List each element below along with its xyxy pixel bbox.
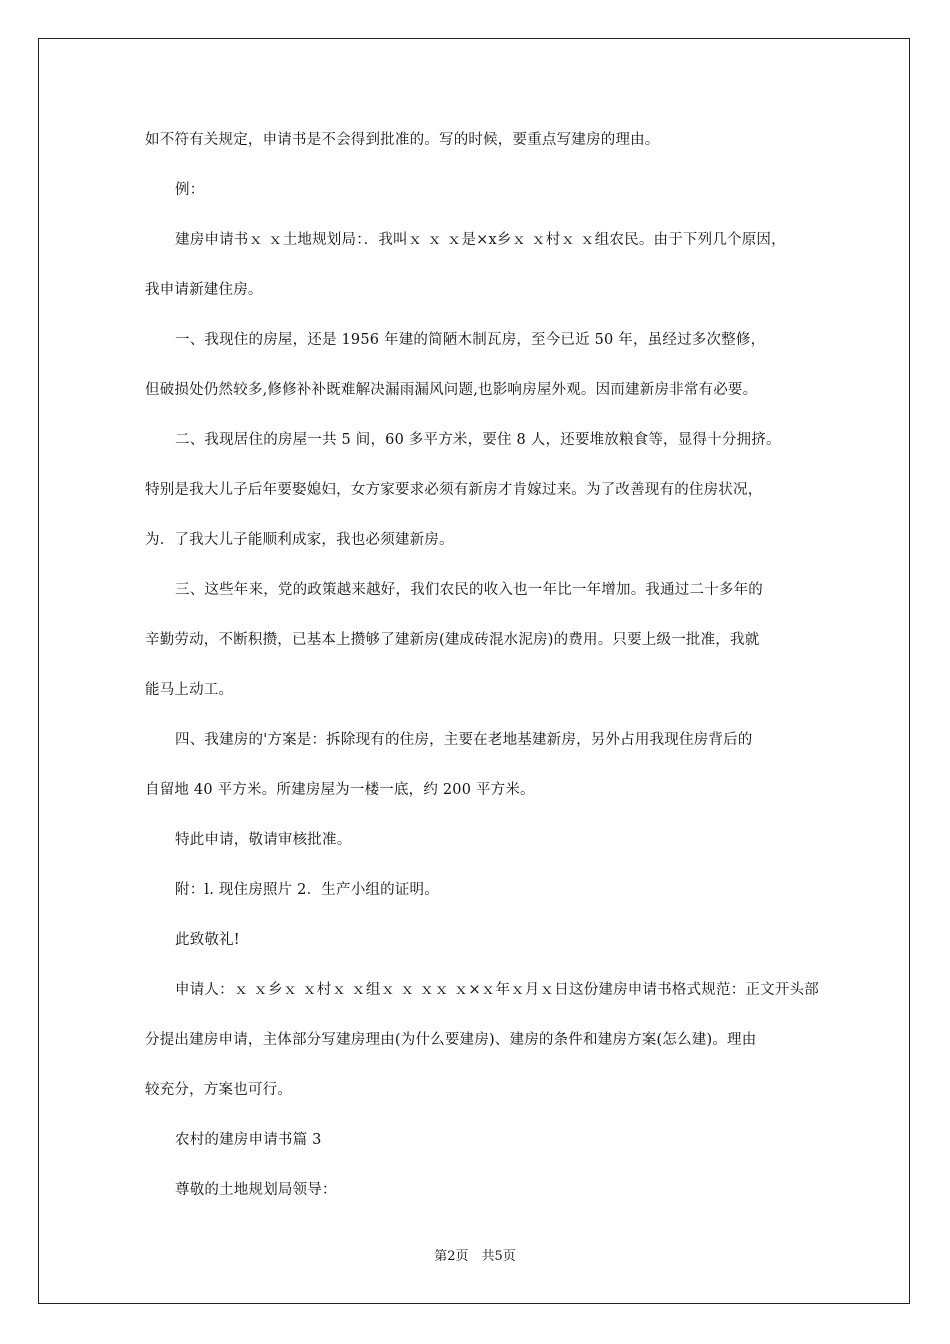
- body-line: 但破损处仍然较多,修修补补既难解决漏雨漏风问题,也影响房屋外观。因而建新房非常有必要。: [145, 382, 758, 398]
- body-line: 辛勤劳动，不断积攒，已基本上攒够了建新房(建成砖混水泥房)的费用。只要上级一批准，我就: [145, 632, 760, 648]
- body-line: 较充分，方案也可行。: [145, 1082, 292, 1098]
- body-line: 能马上动工。: [145, 682, 234, 698]
- body-line: 例：: [175, 182, 205, 198]
- page-frame: [38, 38, 910, 1304]
- body-line: 分提出建房申请，主体部分写建房理由(为什么要建房)、建房的条件和建房方案(怎么建)。理由: [145, 1032, 757, 1048]
- body-line: 附：l. 现住房照片 2．生产小组的证明。: [175, 882, 439, 898]
- body-line: 特此申请，敬请审核批准。: [175, 832, 352, 848]
- body-line: 此致敬礼!: [175, 932, 240, 948]
- body-line: 特别是我大儿子后年要娶媳妇，女方家要求必须有新房才肯嫁过来。为了改善现有的住房状况，: [145, 482, 763, 498]
- body-line: 三、这些年来，党的政策越来越好，我们农民的收入也一年比一年增加。我通过二十多年的: [175, 582, 763, 598]
- body-line: 建房申请书ｘ ｘ土地规划局：．我叫ｘ ｘ ｘ是×x乡ｘ ｘ村ｘ ｘ组农民。由于下列几个原因，: [175, 232, 786, 248]
- body-line: 自留地 40 平方米。所建房屋为一楼一底，约 200 平方米。: [145, 782, 535, 798]
- page-number-footer: 第2页 共5页: [434, 1249, 516, 1264]
- body-line: 我申请新建住房。: [145, 282, 263, 298]
- body-line: 申请人：ｘ ｘ乡ｘ ｘ村ｘ ｘ组ｘ ｘ ｘｘ ｘ×ｘ年ｘ月ｘ日这份建房申请书格式规范：正文开头部: [175, 982, 819, 998]
- section-heading: 农村的建房申请书篇 3: [175, 1132, 322, 1148]
- body-line: 二、我现居住的房屋一共 5 间，60 多平方米，要住 8 人，还要堆放粮食等，显得十分拥挤。: [175, 432, 781, 448]
- salutation-line: 尊敬的土地规划局领导：: [175, 1182, 337, 1198]
- body-line: 如不符有关规定，申请书是不会得到批准的。写的时候，要重点写建房的理由。: [145, 132, 660, 148]
- body-line: 一、我现住的房屋，还是 1956 年建的简陋木制瓦房，至今已近 50 年，虽经过多次整修，: [175, 332, 766, 348]
- body-line: 为．了我大儿子能顺利成家，我也必须建新房。: [145, 532, 454, 548]
- body-line: 四、我建房的'方案是：拆除现有的住房，主要在老地基建新房，另外占用我现住房背后的: [175, 732, 753, 748]
